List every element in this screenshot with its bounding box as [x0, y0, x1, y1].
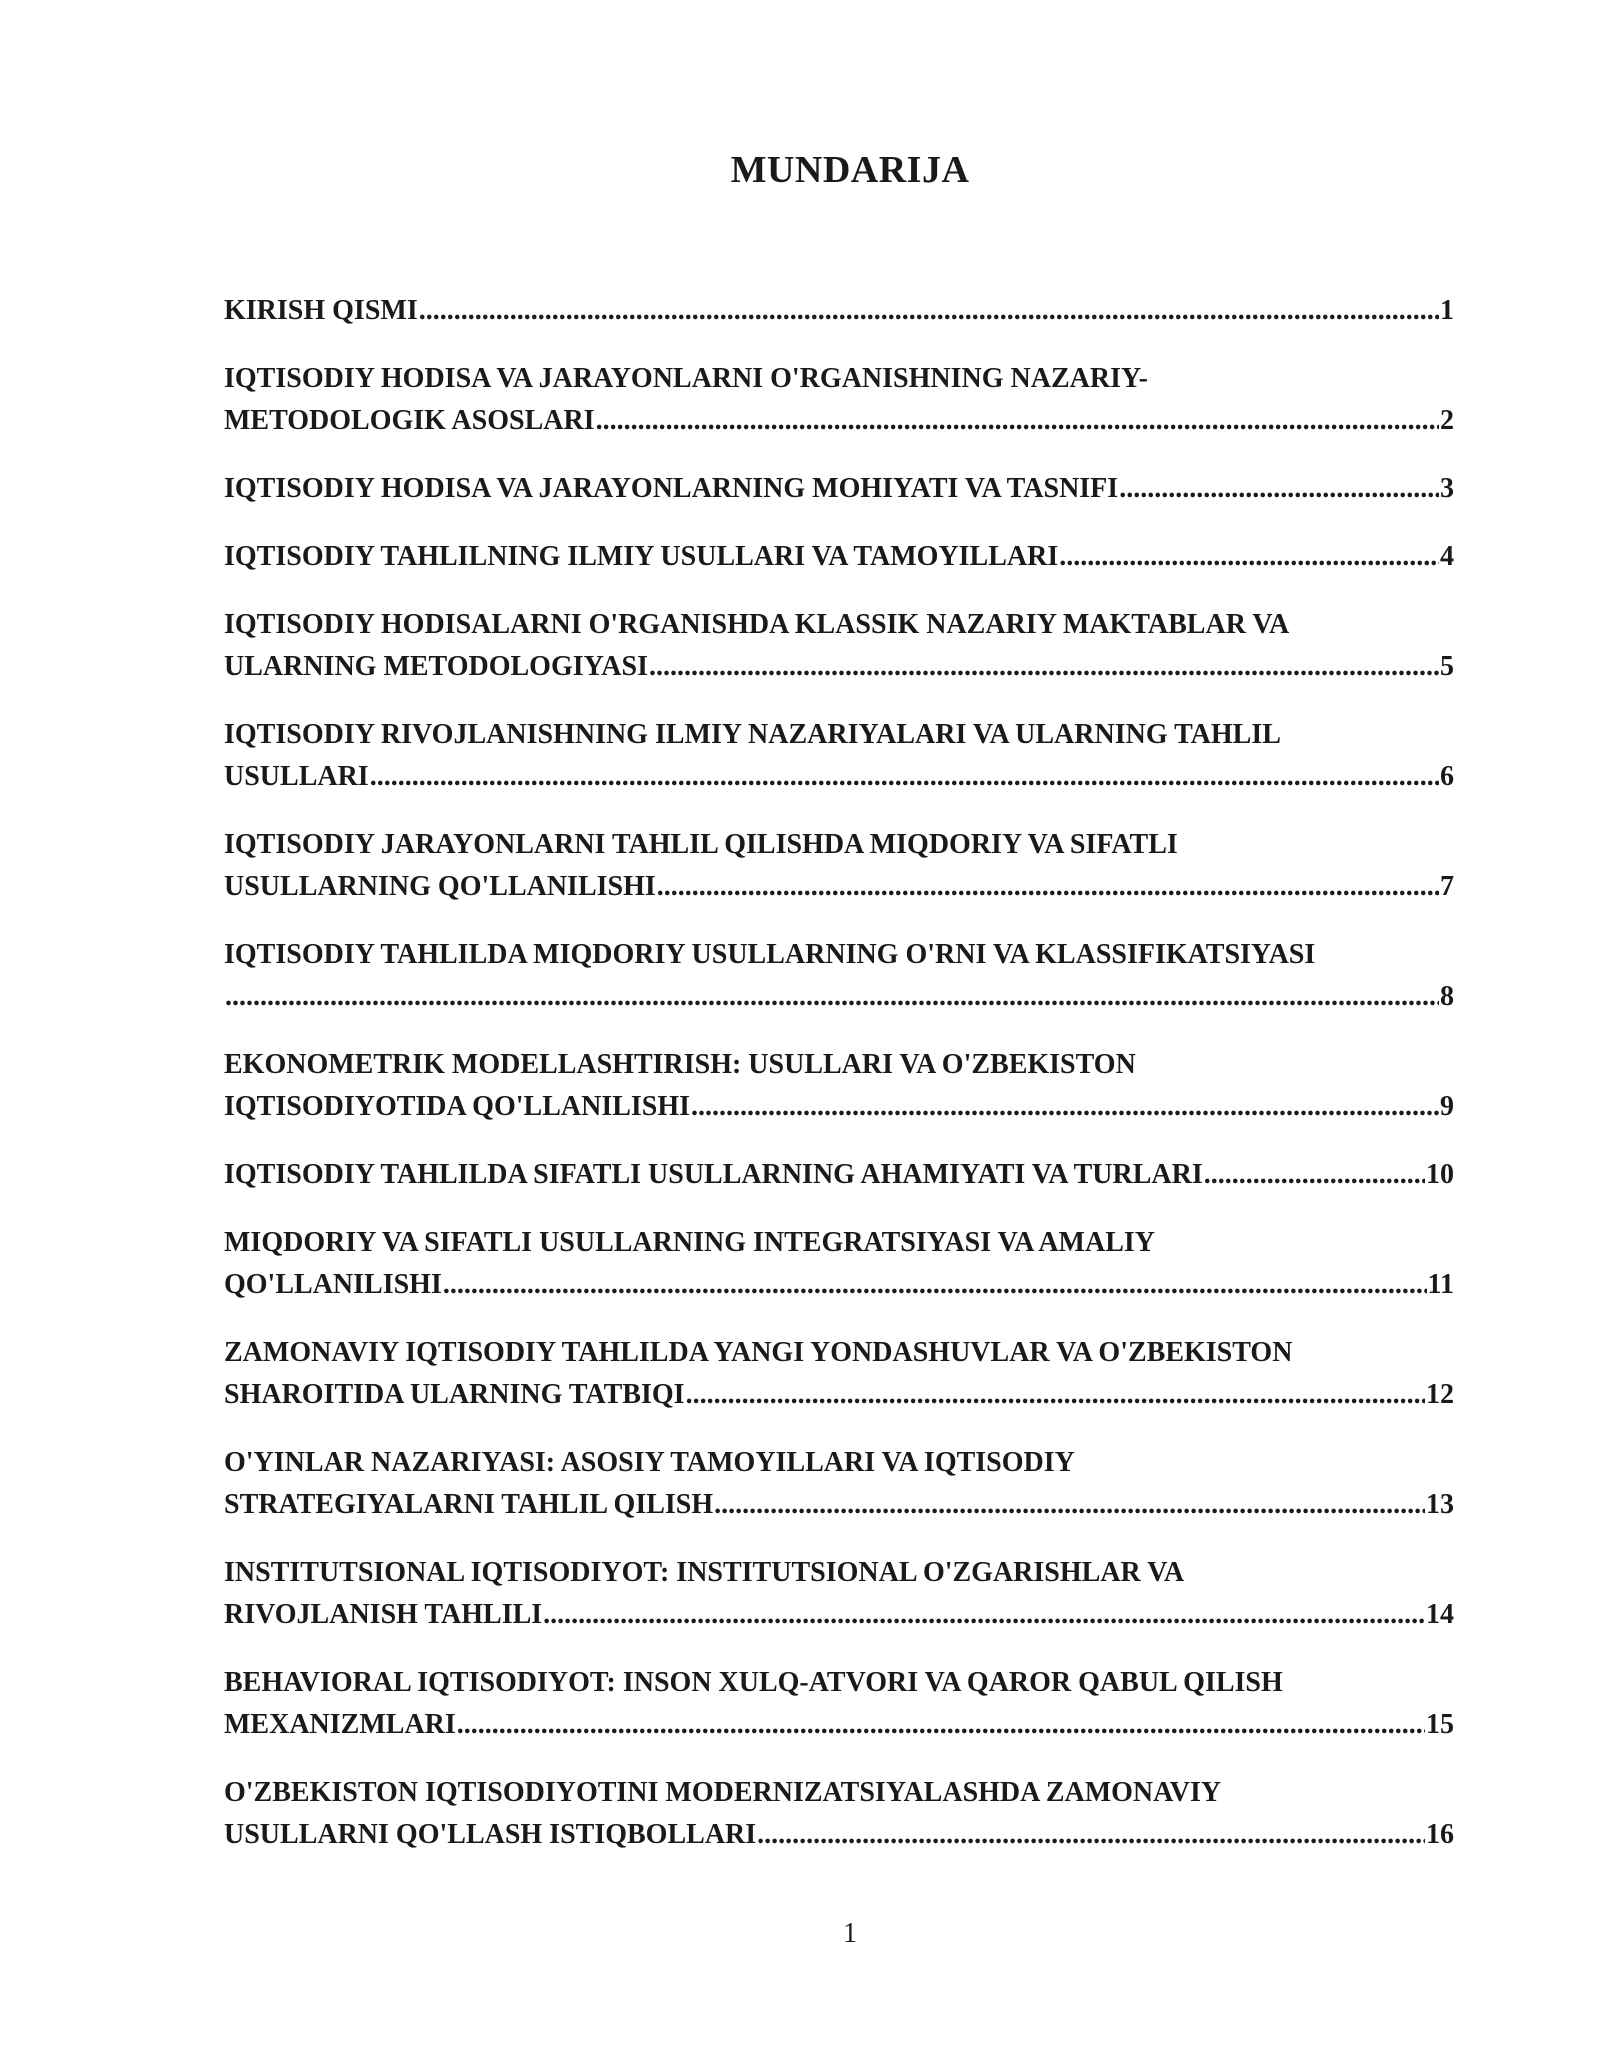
toc-entry-title-line: QO'LLANILISHI — [224, 1269, 442, 1300]
toc-entry-last-line — [224, 536, 1454, 578]
toc-entry-page-number: 9 — [1440, 1091, 1454, 1122]
toc-entry[interactable] — [224, 1044, 1454, 1128]
toc-entry-page-number: 14 — [1426, 1599, 1454, 1630]
toc-entry-title-line: O'ZBEKISTON IQTISODIYOTINI MODERNIZATSIYALASHDA ZAMONAVIY — [224, 1777, 1222, 1808]
toc-entry-page-number: 15 — [1426, 1709, 1454, 1740]
toc-entry-title-line: USULLARNING QO'LLANILISHI — [224, 871, 656, 902]
toc-entry-page-number: 8 — [1440, 981, 1454, 1012]
toc-entry-last-line — [224, 468, 1454, 510]
toc-entry-title-line: IQTISODIYOTIDA QO'LLANILISHI — [224, 1091, 691, 1122]
dot-leader — [443, 1264, 1427, 1306]
toc-entry-title-line: IQTISODIY HODISA VA JARAYONLARNI O'RGANISHNING NAZARIY- — [224, 363, 1148, 394]
toc-entry-last-line — [224, 1814, 1454, 1856]
toc-entry-page-number: 11 — [1427, 1269, 1454, 1300]
table-of-contents — [224, 290, 1454, 1882]
toc-entry-page-number: 16 — [1426, 1819, 1454, 1850]
toc-entry-page-number: 7 — [1440, 871, 1454, 902]
toc-entry-page-number: 12 — [1426, 1379, 1454, 1410]
toc-entry-last-line — [224, 1086, 1454, 1128]
toc-entry[interactable] — [224, 468, 1454, 510]
toc-entry-page-number: 13 — [1426, 1489, 1454, 1520]
toc-entry-title-line: IQTISODIY JARAYONLARNI TAHLIL QILISHDA MIQDORIY VA SIFATLI — [224, 829, 1178, 860]
toc-entry-last-line — [224, 1154, 1454, 1196]
toc-entry[interactable] — [224, 604, 1454, 688]
dot-leader — [596, 400, 1439, 442]
toc-entry[interactable] — [224, 1662, 1454, 1746]
toc-entry-title-line: EKONOMETRIK MODELLASHTIRISH: USULLARI VA O'ZBEKISTON — [224, 1049, 1136, 1080]
toc-entry[interactable] — [224, 536, 1454, 578]
page-number: 1 — [843, 1918, 857, 1949]
toc-entry[interactable] — [224, 714, 1454, 798]
toc-entry-last-line — [224, 866, 1454, 908]
dot-leader — [714, 1484, 1425, 1526]
toc-entry-last-line — [224, 400, 1454, 442]
toc-entry-title-line: MEXANIZMLARI — [224, 1709, 456, 1740]
toc-entry[interactable] — [224, 1222, 1454, 1306]
toc-entry-last-line — [224, 1594, 1454, 1636]
toc-entry-page-number: 6 — [1440, 761, 1454, 792]
dot-leader — [543, 1594, 1425, 1636]
toc-entry-last-line — [224, 646, 1454, 688]
toc-entry-last-line — [224, 976, 1454, 1018]
toc-entry-title-line: KIRISH QISMI — [224, 295, 418, 326]
toc-entry-page-number: 10 — [1426, 1159, 1454, 1190]
dot-leader — [691, 1086, 1439, 1128]
toc-entry-title-line: STRATEGIYALARNI TAHLIL QILISH — [224, 1489, 714, 1520]
toc-entry-page-number: 5 — [1440, 651, 1454, 682]
toc-entry[interactable] — [224, 1552, 1454, 1636]
toc-entry-last-line — [224, 1704, 1454, 1746]
dot-leader — [649, 646, 1439, 688]
toc-entry-title-line: BEHAVIORAL IQTISODIYOT: INSON XULQ-ATVORI VA QAROR QABUL QILISH — [224, 1667, 1283, 1698]
toc-entry-last-line — [224, 756, 1454, 798]
dot-leader — [1059, 536, 1439, 578]
toc-entry-title-line: RIVOJLANISH TAHLILI — [224, 1599, 543, 1630]
toc-entry-page-number: 1 — [1440, 295, 1454, 326]
dot-leader — [1204, 1154, 1425, 1196]
toc-entry-title-line: O'YINLAR NAZARIYASI: ASOSIY TAMOYILLARI VA IQTISODIY — [224, 1447, 1075, 1478]
toc-entry-page-number: 3 — [1440, 473, 1454, 504]
toc-entry-last-line — [224, 1264, 1454, 1306]
dot-leader — [419, 290, 1439, 332]
toc-entry[interactable] — [224, 358, 1454, 442]
toc-entry[interactable] — [224, 824, 1454, 908]
toc-entry-page-number: 2 — [1440, 405, 1454, 436]
toc-entry-title-line: ULARNING METODOLOGIYASI — [224, 651, 648, 682]
toc-entry-title-line: MIQDORIY VA SIFATLI USULLARNING INTEGRATSIYASI VA AMALIY — [224, 1227, 1155, 1258]
toc-entry[interactable] — [224, 290, 1454, 332]
toc-entry-title-line: IQTISODIY TAHLILDA SIFATLI USULLARNING AHAMIYATI VA TURLARI — [224, 1159, 1203, 1190]
dot-leader — [370, 756, 1439, 798]
toc-entry-page-number: 4 — [1440, 541, 1454, 572]
page-title: MUNDARIJA — [730, 149, 970, 191]
dot-leader — [757, 1814, 1425, 1856]
toc-entry-title-line: IQTISODIY RIVOJLANISHNING ILMIY NAZARIYALARI VA ULARNING TAHLIL — [224, 719, 1281, 750]
toc-entry-title-line: USULLARI — [224, 761, 369, 792]
toc-entry[interactable] — [224, 1442, 1454, 1526]
toc-entry-title-line: USULLARNI QO'LLASH ISTIQBOLLARI — [224, 1819, 757, 1850]
dot-leader — [686, 1374, 1425, 1416]
toc-entry[interactable] — [224, 934, 1454, 1018]
toc-entry-title-line: ZAMONAVIY IQTISODIY TAHLILDA YANGI YONDASHUVLAR VA O'ZBEKISTON — [224, 1337, 1293, 1368]
toc-entry[interactable] — [224, 1332, 1454, 1416]
dot-leader — [457, 1704, 1425, 1746]
toc-entry-title-line: METODOLOGIK ASOSLARI — [224, 405, 595, 436]
toc-entry-last-line — [224, 1374, 1454, 1416]
toc-entry-title-line: IQTISODIY HODISALARNI O'RGANISHDA KLASSIK NAZARIY MAKTABLAR VA — [224, 609, 1290, 640]
dot-leader — [657, 866, 1439, 908]
toc-entry-last-line — [224, 1484, 1454, 1526]
dot-leader — [225, 976, 1439, 1018]
toc-entry[interactable] — [224, 1772, 1454, 1856]
toc-entry-title-line: IQTISODIY HODISA VA JARAYONLARNING MOHIYATI VA TASNIFI — [224, 473, 1119, 504]
toc-entry-title-line: IQTISODIY TAHLILDA MIQDORIY USULLARNING O'RNI VA KLASSIFIKATSIYASI — [224, 939, 1316, 970]
toc-entry-title-line: IQTISODIY TAHLILNING ILMIY USULLARI VA TAMOYILLARI — [224, 541, 1059, 572]
toc-entry[interactable] — [224, 1154, 1454, 1196]
toc-entry-title-line: INSTITUTSIONAL IQTISODIYOT: INSTITUTSIONAL O'ZGARISHLAR VA — [224, 1557, 1185, 1588]
dot-leader — [1119, 468, 1439, 510]
toc-entry-last-line — [224, 290, 1454, 332]
toc-entry-title-line: SHAROITIDA ULARNING TATBIQI — [224, 1379, 685, 1410]
